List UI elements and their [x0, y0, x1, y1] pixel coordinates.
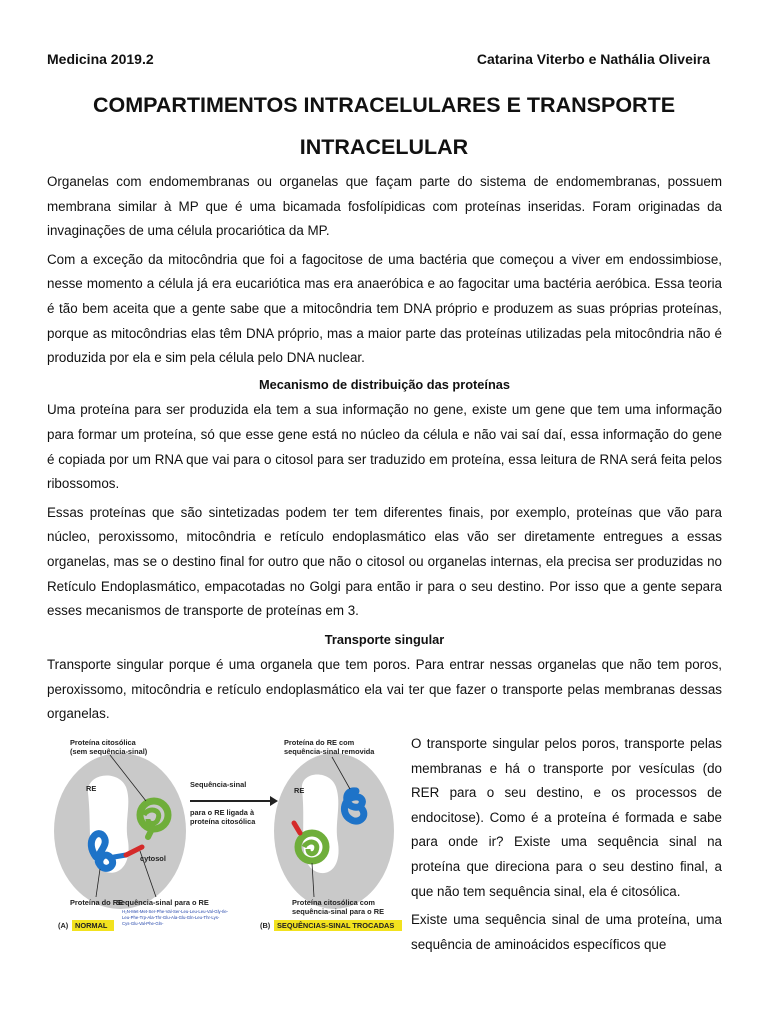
label-text: Proteína citosólica: [70, 738, 136, 747]
authors-label: Catarina Viterbo e Nathália Oliveira: [476, 51, 710, 67]
document-title: [40, 84, 728, 168]
title-line-2: INTRACELULAR: [299, 135, 469, 159]
figure-illustration: [44, 729, 404, 939]
paragraph: Uma proteína para ser produzida ela tem a sua informação no gene, existe um gene que tem uma informação para formar um proteína, só que esse gene está no núcleo da célula e não vai saí daí, essa informação do gene é copiada por um RNA que vai para o citosol para ser traduzido em proteína, essa leitura de RNA será feita pelos ribossomos.: [47, 402, 722, 492]
paragraph: Existe uma sequência sinal de uma proteína, uma sequência de aminoácidos específicos que: [411, 912, 722, 952]
label-text: Proteína do RE: [70, 898, 123, 907]
paragraph: Com a exceção da mitocôndria que foi a fagocitose de uma bactéria que começou a viver em endossimbiose, nesse momento a célula já era eucariótica mas era anaeróbica e ao fagocitar uma bactéria aeróbica. Essa teoria é tão bem aceita que a gente sabe que a mitocôndria tem DNA próprio e produzem as suas próprias proteínas, porque as mitocôndrias elas têm DNA próprio, mas a maior parte das proteínas utilizadas pela mitocôndria não é produzida por ela e sim pela célula pelo DNA nuclear.: [47, 251, 722, 366]
label-text: proteína citosólica: [190, 817, 256, 826]
paragraph: Organelas com endomembranas ou organelas que façam parte do sistema de endomembranas, possuem membrana similar à MP que é uma bicamada fosfolípidicas com proteínas inseridas. Foram originadas da invaginações de uma célula procariótica da MP.: [47, 174, 722, 239]
paragraph: Transporte singular porque é uma organela que tem poros. Para entrar nessas organelas que não tem poros, peroxissomo, mitocôndria e retículo endoplasmático ela vai ter que fazer o transporte pelas membranas dessas organelas.: [47, 657, 722, 722]
title-line-1: COMPARTIMENTOS INTRACELULARES E TRANSPORTE: [92, 93, 676, 117]
label-text: para o RE ligada à: [190, 808, 255, 817]
sequence-text: Cys-Glu-Val-Phe-Gln-: [122, 921, 164, 926]
page-header: [47, 51, 710, 67]
label-text: (sem sequência-sinal): [70, 747, 148, 756]
panel-b-letter: (B): [260, 921, 271, 930]
label-text: Proteína citosólica com: [292, 898, 375, 907]
section-heading: Transporte singular: [324, 631, 445, 647]
protein-sorting-figure: [44, 729, 404, 939]
course-label: Medicina 2019.2: [47, 51, 154, 67]
label-text: Sequência-sinal: [190, 780, 247, 789]
panel-b-tag: SEQUÊNCIAS-SINAL TROCADAS: [277, 921, 395, 930]
label-text: Proteína do RE com: [284, 738, 355, 747]
paragraph: Essas proteínas que são sintetizadas podem ter tem diferentes finais, por exemplo, proteínas que vão para núcleo, peroxissomo, mitocôndria e retículo endoplasmático elas vão ser diretamente entregues a essas organelas, mas se o destino final for outro que não o citosol ou organelas internas, ela precisa ser produzidas no Retículo Endoplasmático, empacotadas no Golgi para então ir para o seu destino. Por isso que a gente separa esses mecanismos de transporte de proteínas em 3.: [47, 504, 722, 619]
label-text: Sequência-sinal para o RE: [116, 898, 209, 907]
label-text: sequência-sinal para o RE: [292, 907, 385, 916]
re-label-a: RE: [86, 784, 97, 793]
right-column-text: [411, 732, 722, 961]
arrow-head-icon: [270, 796, 278, 806]
label-text: sequência-sinal removida: [284, 747, 375, 756]
body-text: [47, 170, 722, 727]
panel-a-letter: (A): [58, 921, 69, 930]
re-label-b: RE: [294, 786, 305, 795]
sequence-text: H₂N-Met-Met-Ser-Phe-Val-Ser-Leu-Leu-Leu-Val-Gly-Ile-: [122, 909, 229, 914]
sequence-text: Leu-Phe-Trp-Ala-Thr-Glu-Ala-Glu-Gln-Leu-Thr-Lys-: [122, 915, 220, 920]
section-heading: Mecanismo de distribuição das proteínas: [258, 376, 511, 392]
cytosol-label: cytosol: [140, 854, 166, 863]
paragraph: O transporte singular pelos poros, transporte pelas membranas e há o transporte por vesículas (do RER para o seu destino, e os processos de endocitose). Como é a proteína é formada e sabe para onde ir? Existe uma sequência sinal na proteína que direciona para o seu destino final, a que não tem sequência sinal, ela é citosólica.: [411, 736, 722, 899]
panel-a-tag: NORMAL: [75, 921, 108, 930]
